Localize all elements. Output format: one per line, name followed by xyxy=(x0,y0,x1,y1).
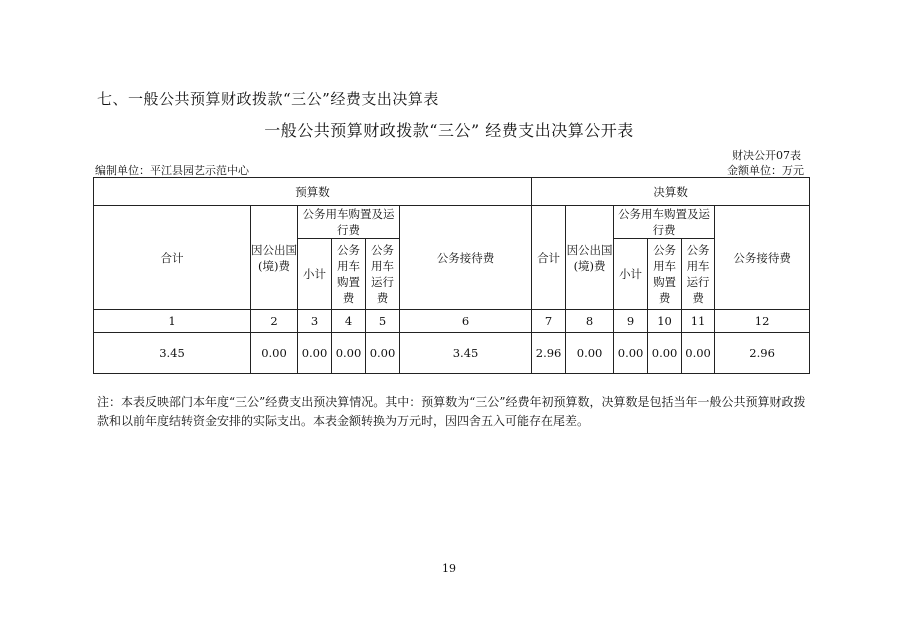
index-cell: 1 xyxy=(94,310,251,333)
index-cell: 10 xyxy=(648,310,682,333)
budget-total-value: 3.45 xyxy=(94,333,251,374)
budget-vehicle-header: 公务用车购置及运行费 xyxy=(298,206,400,239)
final-vehicle-purchase-value: 0.00 xyxy=(648,333,682,374)
index-cell: 7 xyxy=(532,310,566,333)
budget-abroad-header: 因公出国(境)费 xyxy=(251,206,298,310)
final-reception-header: 公务接待费 xyxy=(715,206,810,310)
budget-reception-value: 3.45 xyxy=(400,333,532,374)
final-reception-value: 2.96 xyxy=(715,333,810,374)
section-heading: 七、一般公共预算财政拨款“三公”经费支出决算表 xyxy=(97,90,439,108)
index-cell: 5 xyxy=(366,310,400,333)
final-subtotal-value: 0.00 xyxy=(614,333,648,374)
final-total-header: 合计 xyxy=(532,206,566,310)
footnote: 注：本表反映部门本年度“三公”经费支出预决算情况。其中：预算数为“三公”经费年初预算数，决算数是包括当年一般公共预算财政拨款和以前年度结转资金安排的实际支出。本表金额转换为万元时，因四舍五入可能存在尾差。 xyxy=(97,395,806,428)
final-abroad-value: 0.00 xyxy=(566,333,614,374)
index-cell: 11 xyxy=(682,310,715,333)
budget-abroad-value: 0.00 xyxy=(251,333,298,374)
value-row xyxy=(94,333,810,374)
budget-vehicle-purchase-header: 公务用车购置费 xyxy=(332,239,366,310)
final-vehicle-operation-header: 公务用车运行费 xyxy=(682,239,715,310)
index-cell: 3 xyxy=(298,310,332,333)
table-title: 一般公共预算财政拨款“三公” 经费支出决算公开表 xyxy=(264,121,634,140)
index-cell: 12 xyxy=(715,310,810,333)
final-total-value: 2.96 xyxy=(532,333,566,374)
final-vehicle-purchase-header: 公务用车购置费 xyxy=(648,239,682,310)
final-subtotal-header: 小计 xyxy=(614,239,648,310)
final-vehicle-operation-value: 0.00 xyxy=(682,333,715,374)
index-cell: 6 xyxy=(400,310,532,333)
budget-subtotal-value: 0.00 xyxy=(298,333,332,374)
amount-unit-label: 金额单位：万元 xyxy=(727,164,804,177)
page-number: 19 xyxy=(442,562,456,575)
budget-total-header: 合计 xyxy=(94,206,251,310)
form-code: 财决公开07表 xyxy=(732,149,801,162)
index-cell: 8 xyxy=(566,310,614,333)
three-public-expenses-table xyxy=(93,177,810,374)
organization-label: 编制单位：平江县园艺示范中心 xyxy=(95,164,249,177)
final-group-header: 决算数 xyxy=(532,178,810,206)
budget-vehicle-operation-value: 0.00 xyxy=(366,333,400,374)
index-cell: 2 xyxy=(251,310,298,333)
budget-vehicle-operation-header: 公务用车运行费 xyxy=(366,239,400,310)
final-abroad-header: 因公出国(境)费 xyxy=(566,206,614,310)
budget-subtotal-header: 小计 xyxy=(298,239,332,310)
final-vehicle-header: 公务用车购置及运行费 xyxy=(614,206,715,239)
budget-group-header: 预算数 xyxy=(94,178,532,206)
budget-reception-header: 公务接待费 xyxy=(400,206,532,310)
column-index-row xyxy=(94,310,810,333)
index-cell: 9 xyxy=(614,310,648,333)
index-cell: 4 xyxy=(332,310,366,333)
budget-vehicle-purchase-value: 0.00 xyxy=(332,333,366,374)
